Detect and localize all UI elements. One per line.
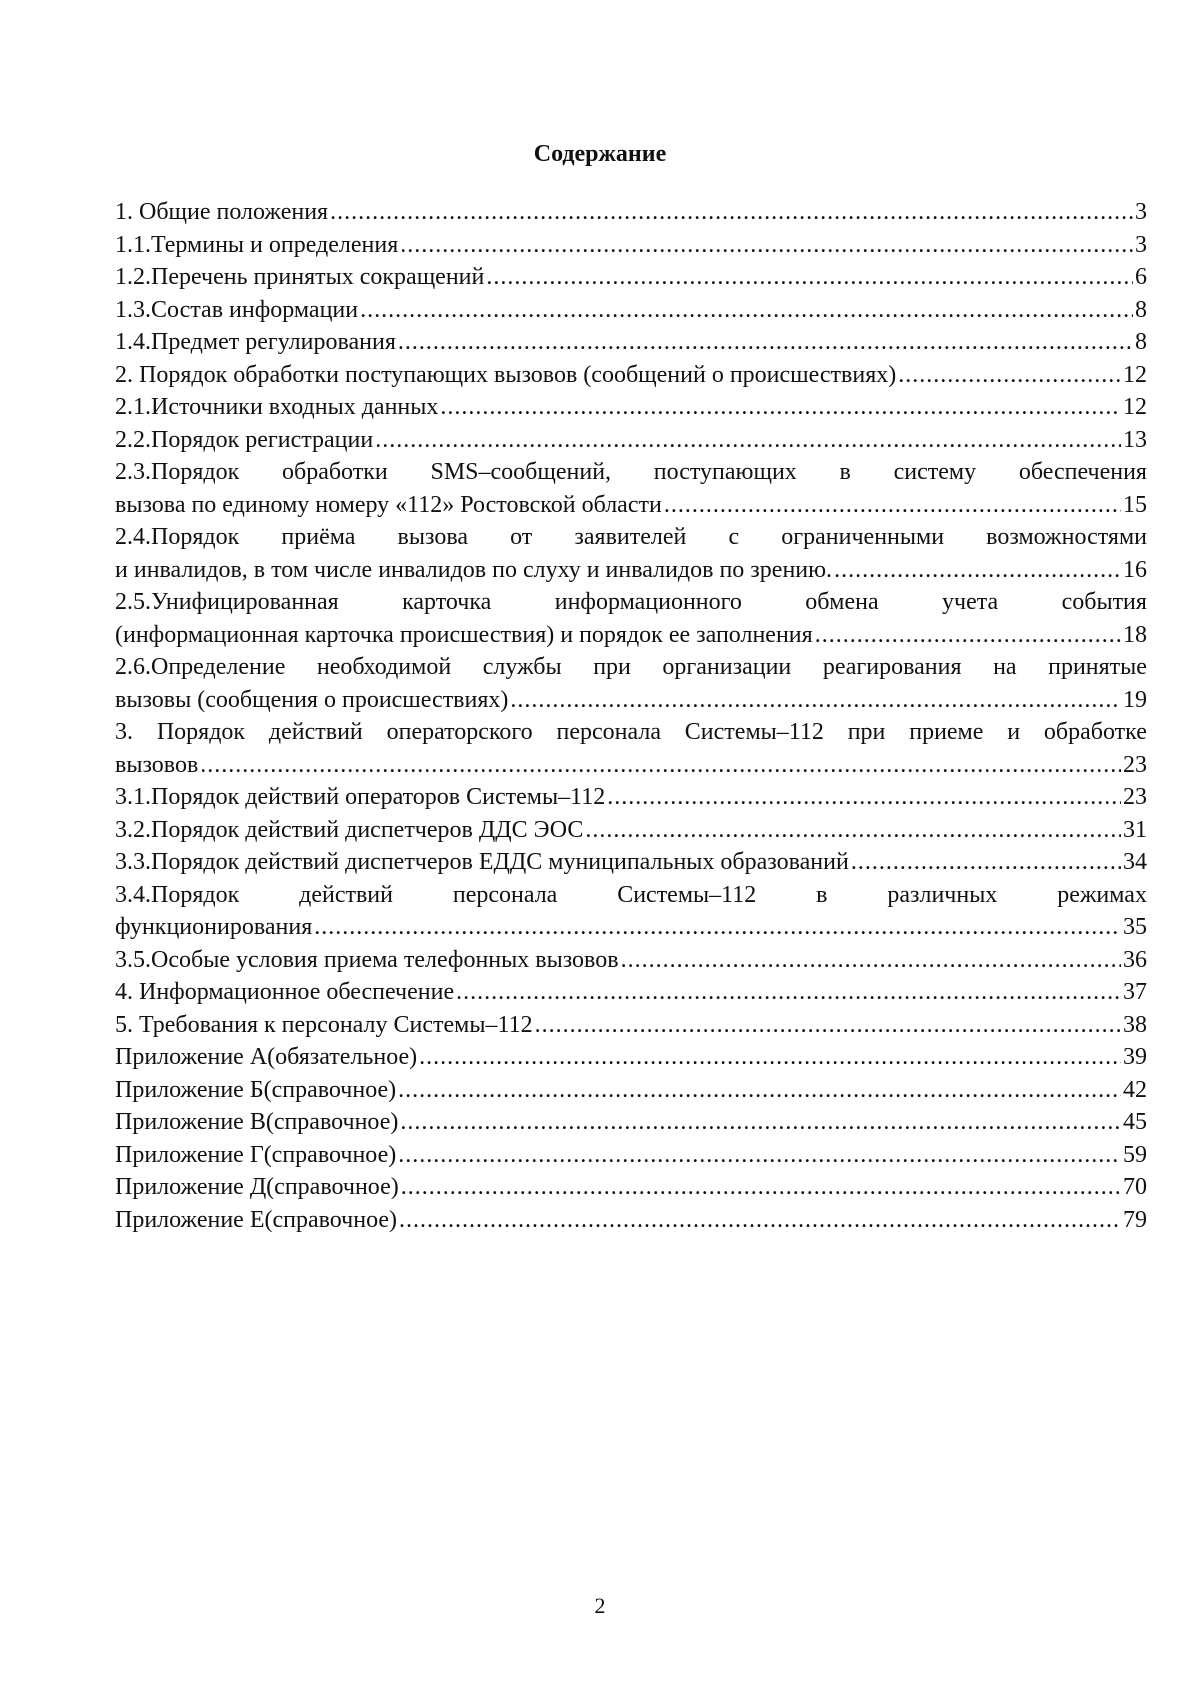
toc-entry-word: события [1061,589,1147,615]
toc-entry-page: 19 [1123,686,1147,713]
toc-entry-page: 45 [1123,1109,1147,1135]
toc-entry-title: 1.3.Состав информации [115,296,359,323]
toc-entry-title: вызовы (сообщения о происшествиях) [115,686,509,713]
toc-entry-page: 3 [1135,231,1147,258]
toc-dot-leader [851,846,1121,879]
toc-entry-word: в [839,459,851,485]
toc-entry-page: 18 [1123,621,1147,648]
toc-dot-leader [398,1074,1121,1107]
toc-entry-word: систему [893,459,977,485]
toc-entry-word: обеспечения [1018,459,1147,485]
toc-dot-leader [398,1139,1121,1172]
toc-entry-word: 2.6.Определение [115,654,286,680]
toc-entry [115,229,1147,262]
toc-entry-title: 1.4.Предмет регулирования [115,329,396,355]
toc-entry-word: Системы–112 [684,719,824,745]
toc-entry-page: 23 [1123,784,1147,810]
toc-entry-title: вызова по единому номеру «112» Ростовской области [115,491,662,518]
toc-entry-word: возможностями [986,524,1147,550]
toc-entry-page: 12 [1123,394,1147,420]
toc-entry-word: приёма [281,524,356,550]
toc-entry-page: 42 [1123,1076,1147,1103]
toc-entry-page: 23 [1123,751,1147,778]
toc-entry-word: приеме [909,719,984,745]
toc-entry-word: принятые [1048,654,1147,680]
toc-entry-first-line [115,456,1147,489]
toc-entry-title: Приложение В(справочное) [115,1109,399,1135]
toc-entry-word: ограниченными [781,524,945,550]
toc-dot-leader [375,424,1121,457]
toc-dot-leader [815,619,1121,652]
toc-entry [115,489,1147,522]
toc-entry-word: персонала [452,881,558,908]
toc-entry [115,326,1147,359]
toc-entry-word: на [993,654,1017,680]
toc-entry [115,1074,1147,1107]
toc-dot-leader [664,489,1121,522]
toc-dot-leader [360,294,1133,327]
toc-entry-page: 38 [1123,1011,1147,1038]
toc-entry-first-line [115,586,1147,619]
toc-entry [115,1106,1147,1139]
toc-entry-title: 3.3.Порядок действий диспетчеров ЕДДС муниципальных образований [115,849,849,875]
toc-entry-first-line [115,651,1147,684]
toc-entry-page: 31 [1123,816,1147,843]
toc-entry-word: обработки [281,459,388,485]
toc-entry-title: 3.5.Особые условия приема телефонных вызовов [115,946,619,973]
toc-entry-page: 8 [1135,329,1147,355]
toc-entry-page: 16 [1123,556,1147,583]
toc-entry-word: реагирования [822,654,962,680]
toc-entry-title: Приложение Д(справочное) [115,1174,399,1200]
toc-entry-title: 1.2.Перечень принятых сокращений [115,264,485,290]
toc-dot-leader [510,684,1121,717]
toc-entry [115,781,1147,814]
toc-entry-word: действий [268,719,363,745]
toc-entry-title: 2.1.Источники входных данных [115,394,439,420]
toc-entry-title: 5. Требования к персоналу Системы–112 [115,1011,533,1038]
toc-entry-word: SMS–сообщений, [430,459,612,485]
toc-dot-leader [585,814,1121,847]
toc-entry-word: заявителей [574,524,687,550]
toc-dot-leader [330,196,1133,229]
toc-entry-page: 13 [1123,426,1147,453]
toc-entry-page: 34 [1123,849,1147,875]
toc-dot-leader [400,1106,1121,1139]
toc-entry [115,424,1147,457]
toc-entry-word: режимах [1057,881,1147,908]
toc-entry-title: 2.2.Порядок регистрации [115,426,374,453]
toc-entry-word: поступающих [653,459,797,485]
toc-entry-word: действий [299,881,393,908]
toc-entry-word: информационного [554,589,742,615]
toc-entry [115,911,1147,944]
toc-entry-word: обработке [1043,719,1147,745]
toc-entry-title: 1.1.Термины и определения [115,231,399,258]
toc-entry-page: 15 [1123,491,1147,518]
toc-entry [115,814,1147,847]
toc-entry [115,684,1147,717]
page-number: 2 [594,1593,606,1618]
toc-entry-word: Порядок [156,719,246,745]
toc-entry-word: организации [662,654,792,680]
toc-entry-word: 2.5.Унифицированная [115,589,339,615]
toc-entry-title: Приложение Е(справочное) [115,1206,398,1233]
toc-dot-leader [400,229,1133,262]
toc-entry-title: (информационная карточка происшествия) и порядок ее заполнения [115,621,813,648]
toc-entry-title: 1. Общие положения [115,199,329,225]
toc-entry-word: операторского [386,719,533,745]
toc-entry [115,846,1147,879]
toc-dot-leader [621,944,1121,977]
toc-entry [115,261,1147,294]
toc-dot-leader [898,359,1121,392]
toc-dot-leader [398,326,1133,359]
toc-dot-leader [607,781,1121,814]
toc-entry [115,976,1147,1009]
toc-entry-page: 37 [1123,979,1147,1005]
toc-entry-page: 59 [1123,1141,1147,1168]
toc-entry-word: службы [482,654,562,680]
toc-entry-word: различных [887,881,998,908]
toc-entry-word: 3. [115,719,133,745]
toc-entry-title: вызовов [115,751,199,778]
toc-entry-word: Системы–112 [617,881,757,908]
toc-entry-page: 12 [1123,361,1147,388]
toc-entry-title: 3.2.Порядок действий диспетчеров ДДС ЭОС [115,816,584,843]
toc-dot-leader [419,1041,1121,1074]
toc-dot-leader [486,261,1133,294]
toc-entry-word: обмена [805,589,879,615]
toc-entry-title: Приложение А(обязательное) [115,1044,418,1070]
toc-entry-word: необходимой [316,654,452,680]
toc-entry-page: 79 [1123,1206,1147,1233]
toc-entry [115,359,1147,392]
toc-entry-title: 3.1.Порядок действий операторов Системы–112 [115,784,606,810]
toc-entry-page: 35 [1123,914,1147,940]
toc-entry [115,1171,1147,1204]
toc-entry-first-line [115,521,1147,554]
toc-entry-word: в [816,881,828,908]
toc-entry-first-line [115,879,1147,912]
toc-entry-word: 2.4.Порядок [115,524,240,550]
toc-entry [115,1139,1147,1172]
toc-entry-word: карточка [402,589,492,615]
toc-entry-word: персонала [556,719,661,745]
toc-entry-word: 2.3.Порядок [115,459,240,485]
toc-entry [115,1041,1147,1074]
toc-entry-page: 39 [1123,1044,1147,1070]
toc-entry-word: учета [942,589,999,615]
toc-entry [115,1204,1147,1237]
toc-dot-leader [401,1171,1121,1204]
toc-entry-page: 3 [1135,199,1147,225]
toc-entry-word: 3.4.Порядок [115,881,240,908]
toc-dot-leader [200,749,1121,782]
table-of-contents [115,196,1147,1236]
toc-entry-title: функционирования [115,914,313,940]
toc-entry [115,294,1147,327]
toc-entry-title: Приложение Б(справочное) [115,1076,397,1103]
toc-entry-page: 6 [1135,264,1147,290]
toc-entry [115,196,1147,229]
toc-dot-leader [535,1009,1121,1042]
toc-entry [115,619,1147,652]
toc-dot-leader [834,554,1121,587]
toc-dot-leader [440,391,1121,424]
toc-entry [115,554,1147,587]
toc-entry-first-line [115,716,1147,749]
toc-entry-word: при [847,719,886,745]
toc-entry-word: при [593,654,631,680]
toc-entry-page: 70 [1123,1174,1147,1200]
toc-dot-leader [456,976,1121,1009]
toc-entry-title: 2. Порядок обработки поступающих вызовов (сообщений о происшествиях) [115,361,897,388]
toc-entry-title: Приложение Г(справочное) [115,1141,397,1168]
toc-entry-page: 8 [1135,296,1147,323]
toc-dot-leader [314,911,1121,944]
toc-entry-word: и [1007,719,1021,745]
toc-entry-page: 36 [1123,946,1147,973]
toc-entry [115,944,1147,977]
toc-entry [115,749,1147,782]
toc-entry-word: вызова [397,524,468,550]
toc-entry-title: и инвалидов, в том числе инвалидов по слуху и инвалидов по зрению. [115,556,833,583]
toc-dot-leader [399,1204,1121,1237]
toc-entry [115,391,1147,424]
toc-title: Содержание [533,141,667,167]
toc-entry-word: с [728,524,740,550]
toc-entry-title: 4. Информационное обеспечение [115,979,455,1005]
toc-entry [115,1009,1147,1042]
toc-entry-word: от [510,524,533,550]
